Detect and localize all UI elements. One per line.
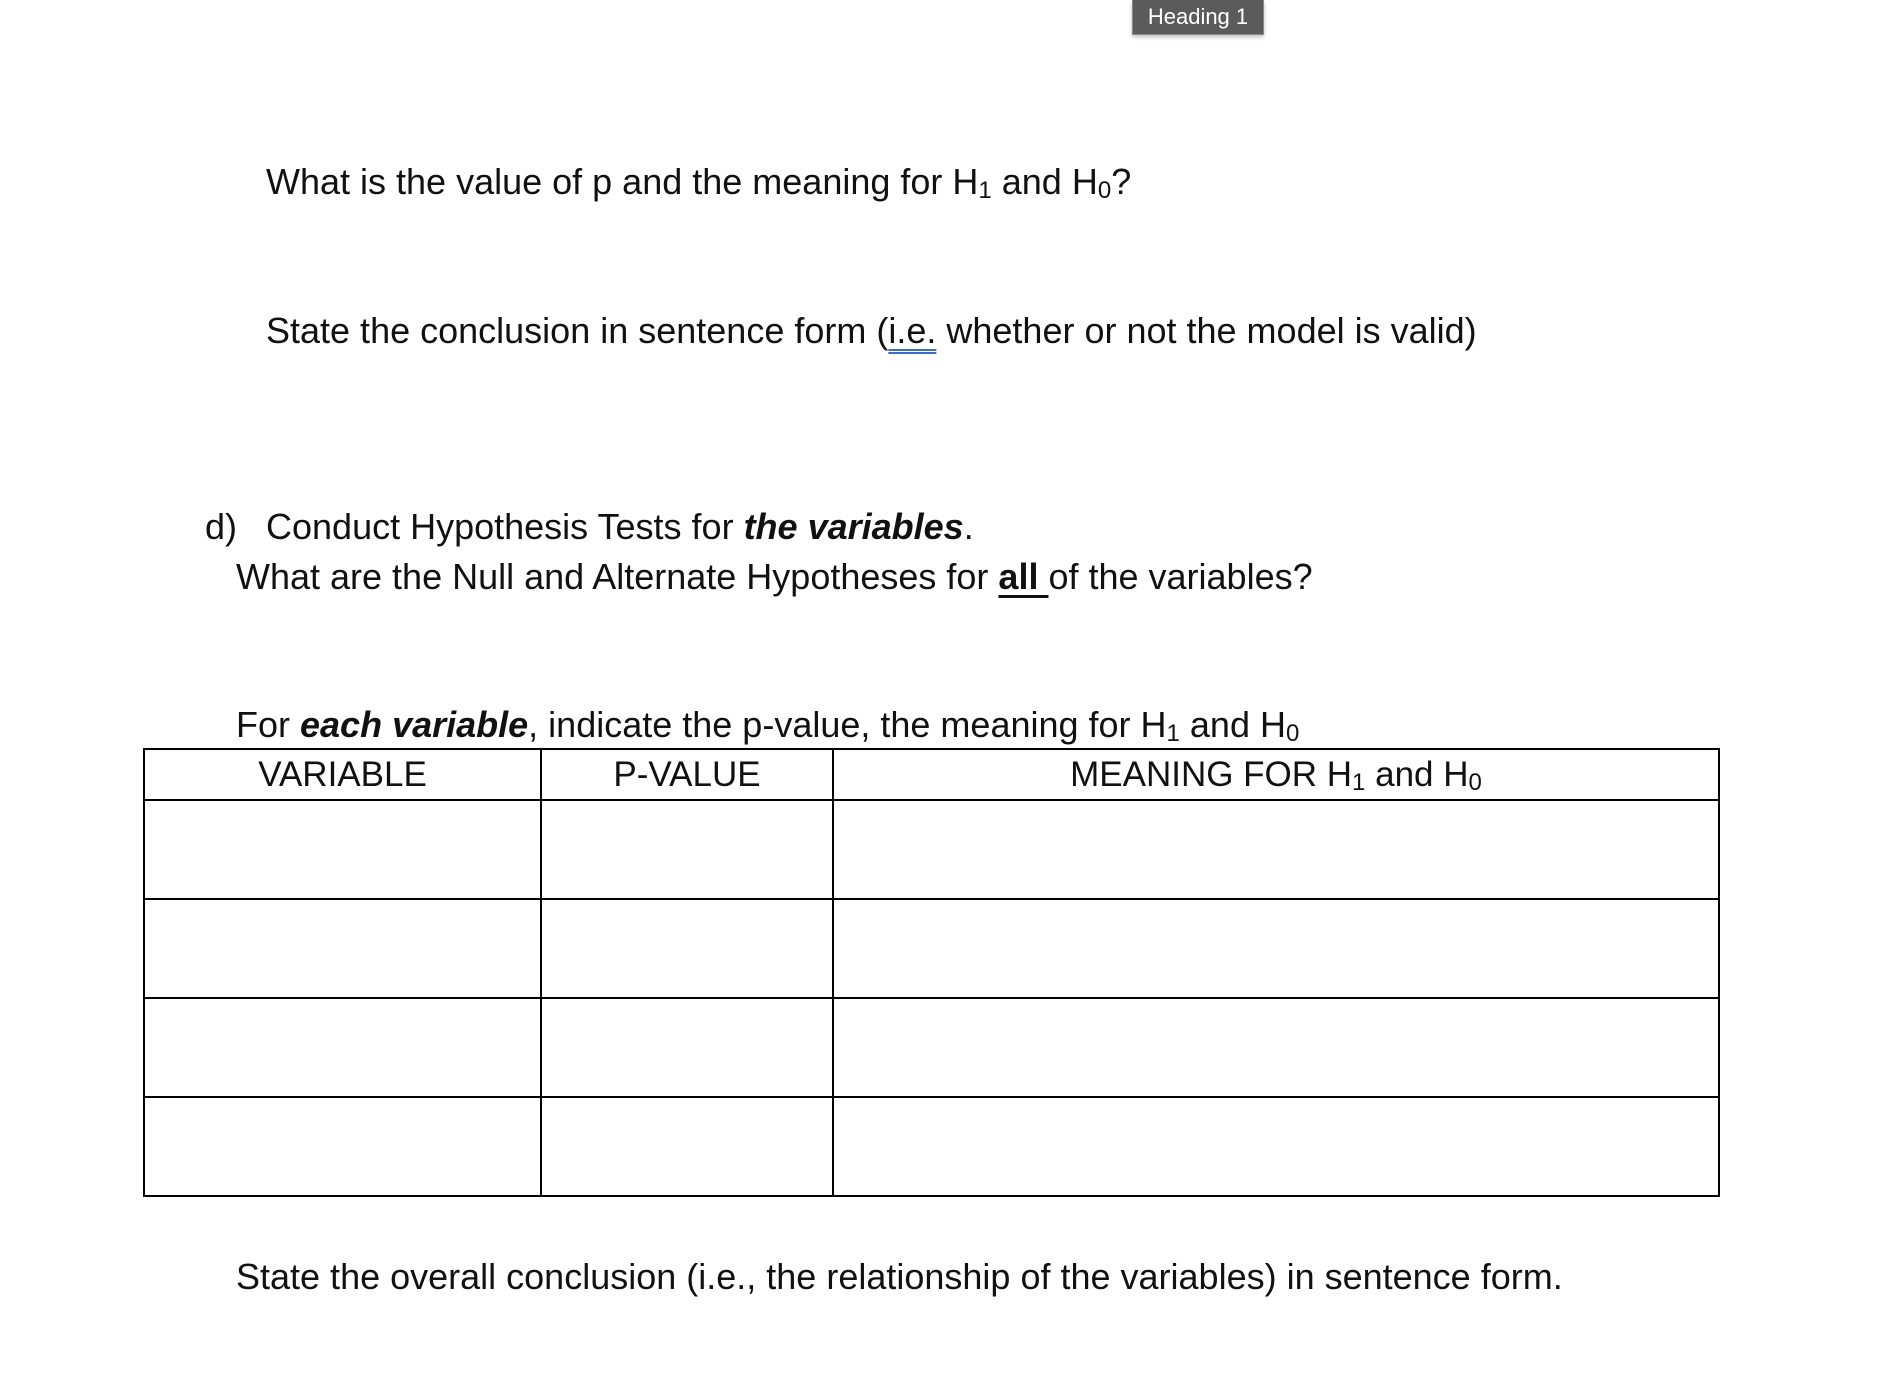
header-variable: VARIABLE (144, 749, 541, 800)
p-value-question-prefix: What is the value of p and the meaning for H (266, 161, 979, 202)
header-p-value: P-VALUE (541, 749, 833, 800)
conclusion-question-suffix: whether or not the model is valid) (936, 310, 1477, 351)
header-meaning (833, 749, 1719, 800)
table-caption (236, 703, 1299, 747)
table-caption-and: and H (1179, 704, 1286, 745)
meaning-cell[interactable] (833, 1097, 1719, 1196)
section-d-heading-prefix: Conduct Hypothesis Tests for (266, 506, 744, 547)
hypotheses-question (236, 555, 1313, 599)
meaning-cell[interactable] (833, 899, 1719, 998)
variable-cell[interactable] (144, 800, 541, 899)
results-table (143, 748, 1720, 1197)
header-meaning-prefix: MEANING FOR H (1070, 755, 1353, 794)
variable-cell[interactable] (144, 998, 541, 1097)
table-caption-prefix: For (236, 704, 301, 745)
p-value-cell[interactable] (541, 800, 833, 899)
section-d-heading-emphasis: the variables (743, 506, 964, 547)
variable-cell[interactable] (144, 899, 541, 998)
p-value-question (266, 160, 1131, 204)
conclusion-question (266, 309, 1477, 353)
conclusion-question-prefix: State the conclusion in sentence form ( (266, 310, 889, 351)
section-d-heading (205, 505, 974, 549)
table-caption-mid: , indicate the p-value, the meaning for H (528, 704, 1167, 745)
section-d-label: d) (205, 506, 238, 547)
subscript-zero: 0 (1097, 177, 1112, 204)
table-row (144, 899, 1719, 998)
subscript-zero: 0 (1468, 769, 1482, 796)
meaning-cell[interactable] (833, 800, 1719, 899)
table-header-row (144, 749, 1719, 800)
subscript-one: 1 (978, 177, 992, 204)
overall-conclusion-prompt: State the overall conclusion (i.e., the relationship of the variables) in sentence form. (236, 1256, 1563, 1297)
hypotheses-question-suffix: of the variables? (1048, 556, 1313, 597)
heading-style-tag[interactable]: Heading 1 (1132, 0, 1264, 35)
subscript-one: 1 (1166, 720, 1180, 747)
subscript-zero: 0 (1285, 720, 1300, 747)
ie-grammar-mark[interactable]: i.e. (888, 310, 937, 351)
table-row (144, 998, 1719, 1097)
p-value-cell[interactable] (541, 998, 833, 1097)
p-value-cell[interactable] (541, 899, 833, 998)
p-value-question-mid: and H (991, 161, 1098, 202)
section-d-heading-suffix: . (963, 506, 974, 547)
hypotheses-question-prefix: What are the Null and Alternate Hypotheses for (236, 556, 999, 597)
variable-cell[interactable] (144, 1097, 541, 1196)
hypotheses-question-emphasis: all (998, 556, 1049, 597)
subscript-one: 1 (1352, 769, 1366, 796)
table-row (144, 800, 1719, 899)
meaning-cell[interactable] (833, 998, 1719, 1097)
header-meaning-and: and H (1365, 755, 1469, 794)
p-value-question-suffix: ? (1111, 161, 1132, 202)
table-caption-emphasis: each variable (300, 704, 529, 745)
p-value-cell[interactable] (541, 1097, 833, 1196)
table-row (144, 1097, 1719, 1196)
